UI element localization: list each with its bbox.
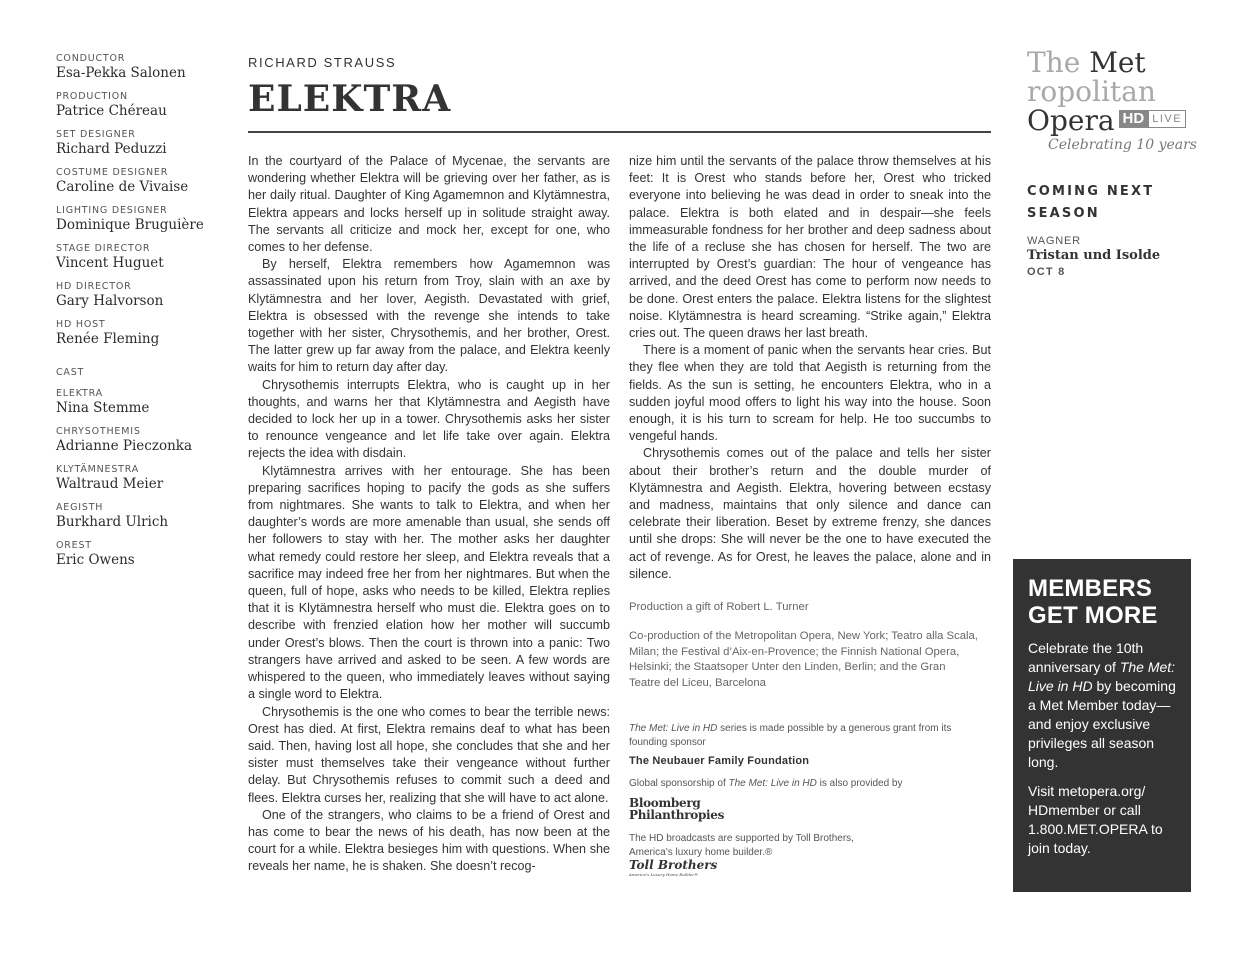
- next-composer: WAGNER: [1027, 235, 1081, 247]
- cast-role: OREST: [56, 540, 92, 551]
- credit-name: Richard Peduzzi: [56, 141, 167, 157]
- cast-heading-block: [56, 367, 226, 379]
- credit-label: PRODUCTION: [56, 91, 128, 102]
- cast-heading: CAST: [56, 367, 85, 378]
- credit-stage-director: [56, 243, 226, 272]
- credit-name: Renée Fleming: [56, 331, 160, 347]
- credit-label: COSTUME DESIGNER: [56, 167, 169, 178]
- synopsis-paragraph: By herself, Elektra remembers how Agamemnon was assassinated upon his return from Troy, slain with an axe by Klytämnestra and her lover, Aegisth. Devastated with grief, Elektra is obsessed with the revenge she intends to take together with her sister, Chrysothemis, and her brother, Orest. The latter grew up far away from the palace, and Elektra keenly waits for him to return day after day.: [248, 257, 610, 375]
- cast-role: AEGISTH: [56, 502, 104, 513]
- credit-name: Patrice Chéreau: [56, 103, 167, 119]
- global-prefix: Global sponsorship of: [629, 778, 729, 789]
- members-body-pre: Celebrate the 10th anniversary of: [1028, 640, 1144, 675]
- cast-role: ELEKTRA: [56, 388, 103, 399]
- opera-title: ELEKTRA: [248, 78, 452, 120]
- credit-name: Esa-Pekka Salonen: [56, 65, 186, 81]
- foundation-name: The Neubauer Family Foundation: [629, 755, 810, 767]
- members-heading: [1028, 575, 1177, 629]
- synopsis-paragraph: In the courtyard of the Palace of Mycenae, the servants are wondering whether Elektra will be grieving over her father, as is her daily ritual. Daughter of King Agamemnon and Klytämnestra, Elektra appears and locks herself up in solitude straight away. The servants all criticize and mock her, except for one, who comes to her defense.: [248, 154, 610, 255]
- composer-name: RICHARD STRAUSS: [248, 55, 397, 70]
- members-promo-box: [1013, 559, 1191, 892]
- credit-hd-director: [56, 281, 226, 310]
- credit-conductor: [56, 53, 226, 82]
- synopsis-paragraph: Chrysothemis is the one who comes to bear the terrible news: Orest has died. At first, Elektra remains deaf to what has been said. Then, having lost all hope, she concludes that she and her sister must themselves take their vengeance without further delay. But Chrysothemis refuses to commit such a deed and flees. Elektra curses her, realizing that she will have to act alone.: [248, 704, 610, 805]
- grant-title: The Met: Live in HD: [629, 723, 718, 734]
- hd-live-badge: [1119, 110, 1187, 128]
- credit-lighting-designer: [56, 205, 226, 234]
- synopsis-column-2: [629, 153, 991, 583]
- cast-chrysothemis: [56, 426, 226, 455]
- cast-elektra: [56, 388, 226, 417]
- bloomberg-logo: [629, 797, 724, 821]
- toll-brothers-tagline: America’s Luxury Home Builder®: [629, 872, 699, 877]
- cast-name: Adrianne Pieczonka: [56, 438, 192, 454]
- production-gift: Production a gift of Robert L. Turner: [629, 601, 809, 613]
- credit-set-designer: [56, 129, 226, 158]
- credit-label: CONDUCTOR: [56, 53, 126, 64]
- global-sponsorship: [629, 777, 984, 791]
- global-suffix: is also provided by: [816, 778, 903, 789]
- global-title: The Met: Live in HD: [728, 778, 817, 789]
- cast-aegisth: [56, 502, 226, 531]
- logo-tagline: Celebrating 10 years: [1048, 137, 1197, 153]
- credit-label: HD HOST: [56, 319, 106, 330]
- credit-name: Gary Halvorson: [56, 293, 164, 309]
- cast-name: Nina Stemme: [56, 400, 150, 416]
- credit-label: STAGE DIRECTOR: [56, 243, 151, 254]
- credit-name: Dominique Bruguière: [56, 217, 204, 233]
- credit-label: LIGHTING DESIGNER: [56, 205, 168, 216]
- credit-costume-designer: [56, 167, 226, 196]
- credit-production: [56, 91, 226, 120]
- cast-role: KLYTÄMNESTRA: [56, 464, 140, 475]
- logo-ropolitan: ropolitan: [1027, 75, 1156, 108]
- cast-role: CHRYSOTHEMIS: [56, 426, 141, 437]
- met-opera-logo: [1027, 48, 1207, 153]
- coproduction-note: Co-production of the Metropolitan Opera, New York; Teatro alla Scala, Milan; the Festival d’Aix-en-Provence; the Finnish National Opera, Helsinki; the Staatsoper Unter den Linden, Berlin; and the Gran Teatre del Liceu, Barcelona: [629, 630, 978, 689]
- cast-name: Burkhard Ulrich: [56, 514, 169, 530]
- members-cta: Visit metopera.org/ HDmember or call 1.800.MET.OPERA to join today.: [1028, 783, 1163, 856]
- bloomberg-line1: Bloomberg: [629, 796, 701, 810]
- grant-text: series is made possible by a generous grant from its founding sponsor: [629, 723, 952, 748]
- credit-name: Caroline de Vivaise: [56, 179, 189, 195]
- next-title: Tristan und Isolde: [1027, 248, 1161, 263]
- members-body: [1028, 639, 1177, 772]
- bloomberg-line2: Philanthropies: [629, 808, 725, 822]
- credits-list: [56, 53, 226, 578]
- logo-opera: Opera: [1027, 104, 1115, 137]
- synopsis-paragraph: Klytämnestra arrives with her entourage. She has been preparing sacrifices hoping to pacify the gods as she suffers from nightmares. She wants to talk to Elektra, and when her daughter’s words are more amenable than usual, she sends off her followers to stay with her. The mother asks her daughter what remedy could restore her sleep, and Elektra reveals that a sacrifice may indeed free her from her nightmares. But when the queen, full of hope, asks who needs to be killed, Elektra replies that it is Klytämnestra herself who must die. Elektra goes on to describe with frenzied elation how her mother will succumb under Orest’s blows. Then the court is thrown into a panic: Two strangers have arrived and asked to be seen. A few words are whispered to the queen, who immediately leaves without saying a single word to Elektra.: [248, 463, 610, 702]
- logo-met: Met: [1089, 46, 1146, 79]
- members-body-title: The Met: Live in HD: [1028, 659, 1176, 694]
- members-heading-line1: MEMBERS: [1028, 575, 1153, 602]
- credit-label: HD DIRECTOR: [56, 281, 132, 292]
- logo-hd: HD: [1119, 110, 1149, 128]
- cast-orest: [56, 540, 226, 569]
- toll-brothers-logo: Toll Brothers: [629, 858, 718, 872]
- synopsis-paragraph: nize him until the servants of the palace throw themselves at his feet: It is Orest who stands before her, Orest who tricked everyone into believing he was dead in order to sneak into the palace. Elektra is both elated and in despair—she feels immeasurable fondness for her brother and deep sadness about the life of a recluse she has chosen for herself. The two are interrupted by Orest’s guardian: The hour of vengeance has arrived, and the deed Orest has come to perform now needs to be done. Orest enters the palace. Elektra listens for the slightest noise. Klytämnestra is heard screaming. “Strike again,” Elektra cries out. The queen draws her last breath.: [629, 154, 991, 341]
- credit-hd-host: [56, 319, 226, 348]
- synopsis-paragraph: Chrysothemis interrupts Elektra, who is caught up in her thoughts, and warns her that Klytämnestra and Aegisth have decided to lock her up in a tower. Chrysothemis asks her sister to renounce vengeance and let life take over again. Elektra rejects the idea with disdain.: [248, 377, 610, 461]
- next-date: OCT 8: [1027, 266, 1066, 278]
- coming-next-heading: COMING NEXT SEASON: [1027, 184, 1155, 221]
- cast-klytamnestra: [56, 464, 226, 493]
- logo-the: The: [1027, 46, 1081, 79]
- cast-name: Eric Owens: [56, 552, 135, 568]
- toll-note: The HD broadcasts are supported by Toll Brothers, America’s luxury home builder.®: [629, 833, 854, 858]
- synopsis-paragraph: There is a moment of panic when the servants hear cries. But they flee when they are told that Aegisth is returning from the fields. As the sun is setting, he encounters Elektra, who in a sudden joyful mood offers to light his way into the house. Soon enough, it is his turn to scream for help. He too succumbs to vengeful hands.: [629, 343, 991, 444]
- synopsis-column-1: [248, 153, 610, 876]
- cast-name: Waltraud Meier: [56, 476, 164, 492]
- logo-live: LIVE: [1148, 110, 1186, 128]
- synopsis-paragraph: Chrysothemis comes out of the palace and tells her sister about their brother’s return and the double murder of Klytämnestra and Aegisth. Elektra, hovering between ecstasy and madness, maintains that only silence and dance can celebrate their liberation. Beset by extreme frenzy, she dances until she drops: She will never be the one to have executed the act of revenge. As for Orest, he leaves the palace, alone and in silence.: [629, 446, 991, 581]
- grant-note: [629, 722, 984, 750]
- synopsis-paragraph: One of the strangers, who claims to be a friend of Orest and has come to bear the news of his death, has now been at the court for a while. Elektra besieges him with questions. When she reveals her name, he is shaken. She doesn’t recog-: [248, 807, 610, 874]
- credit-name: Vincent Huguet: [56, 255, 164, 271]
- members-body-post: by becoming a Met Member today—and enjoy exclusive privileges all season long.: [1028, 678, 1176, 770]
- title-rule: [248, 131, 991, 133]
- members-heading-line2: GET MORE: [1028, 602, 1158, 629]
- credit-label: SET DESIGNER: [56, 129, 136, 140]
